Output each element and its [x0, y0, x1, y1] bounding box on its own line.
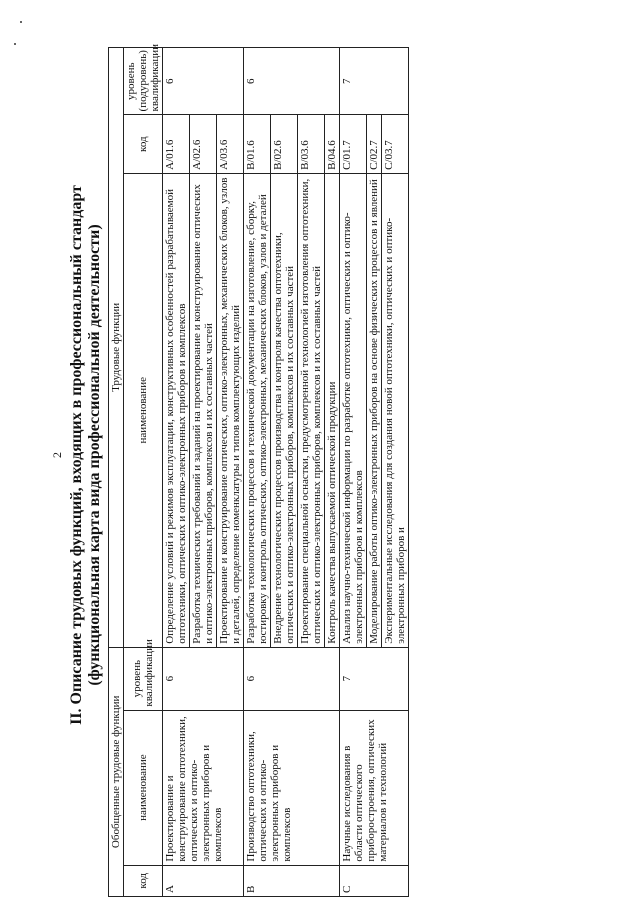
- function-code: B/02.6: [271, 115, 298, 173]
- group-code: C: [340, 865, 409, 896]
- function-code: C/01.7: [340, 115, 367, 173]
- function-code: B/03.6: [298, 115, 325, 173]
- functional-map-table: [108, 43, 409, 897]
- function-name: Внедрение технологических процессов производства и контроля качества оптотехники, оптических и оптико-электронных приборов, комплексов и их составных частей: [271, 173, 298, 647]
- header-func-sub-level: уровень (подуровень) квалификации: [124, 48, 163, 115]
- scan-speck: [14, 43, 16, 45]
- title-line-2: (функциональная карта вида профессиональной деятельности): [86, 224, 103, 686]
- table-row: [340, 48, 367, 897]
- table-row: [244, 48, 271, 897]
- function-level: 7: [340, 48, 409, 115]
- header-func-name: наименование: [124, 173, 163, 647]
- function-code: B/01.6: [244, 115, 271, 173]
- function-name: Моделирование работы оптико-электронных приборов на основе физических процессов и явлений: [367, 173, 382, 647]
- group-name: Проектирование и конструирование оптотехники, оптических и оптико-электронных приборов и комплексов: [163, 710, 244, 865]
- group-code: A: [163, 865, 244, 896]
- function-code: C/03.7: [382, 115, 409, 173]
- function-name: Контроль качества выпускаемой оптической продукции: [325, 173, 340, 647]
- header-gen-code: код: [124, 865, 163, 896]
- function-name: Проектирование специальной оснастки, предусмотренной технологией изготовления оптотехники, оптических и оптико-электронных приборов, комплексов и их составных частей: [298, 173, 325, 647]
- function-name: Разработка технологических процессов и технической документации на изготовление, сборку, юстировку и контроль оптических, оптико-электронных, механических блоков, узлов и деталей: [244, 173, 271, 647]
- function-level: 6: [244, 48, 340, 115]
- document-title: [68, 75, 104, 835]
- header-labor-functions: Трудовые функции: [109, 48, 124, 648]
- function-code: C/02.7: [367, 115, 382, 173]
- header-func-code: код: [124, 115, 163, 173]
- header-generalized-functions: Обобщенные трудовые функции: [109, 647, 124, 896]
- function-name: Определение условий и режимов эксплуатации, конструктивных особенностей разрабатываемой оптотехники, оптических и оптико-электронных приборов и комплексов: [163, 173, 190, 647]
- group-name: Научные исследования в области оптического приборостроения, оптических материалов и технологий: [340, 710, 409, 865]
- function-name: Анализ научно-технической информации по разработке оптотехники, оптических и оптико-электронных приборов и комплексов: [340, 173, 367, 647]
- scan-speck: [20, 21, 22, 23]
- group-level: 7: [340, 647, 409, 710]
- function-name: Разработка технических требований и заданий на проектирование и конструирование оптических и оптико-электронных приборов, комплексов и их составных частей: [190, 173, 217, 647]
- function-code: B/04.6: [325, 115, 340, 173]
- function-level: 6: [163, 48, 244, 115]
- group-level: 6: [244, 647, 340, 710]
- header-gen-qual-level: уровень квалификации: [124, 647, 163, 710]
- function-code: A/01.6: [163, 115, 190, 173]
- group-code: B: [244, 865, 340, 896]
- function-code: A/03.6: [217, 115, 244, 173]
- group-name: Производство оптотехники, оптических и оптико-электронных приборов и комплексов: [244, 710, 340, 865]
- group-level: 6: [163, 647, 244, 710]
- function-name: Экспериментальные исследования для создания новой оптотехники, оптических и оптико-электронных приборов и: [382, 173, 409, 647]
- function-code: A/02.6: [190, 115, 217, 173]
- function-name: Проектирование и конструирование оптических, оптико-электронных, механических блоков, узлов и деталей, определение номенклатуры и типов комплектующих изделий: [217, 173, 244, 647]
- title-line-1: II. Описание трудовых функций, входящих в профессиональный стандарт: [68, 185, 85, 725]
- header-gen-name: наименование: [124, 710, 163, 865]
- table-row: [163, 48, 190, 897]
- page-number: 2: [50, 452, 64, 458]
